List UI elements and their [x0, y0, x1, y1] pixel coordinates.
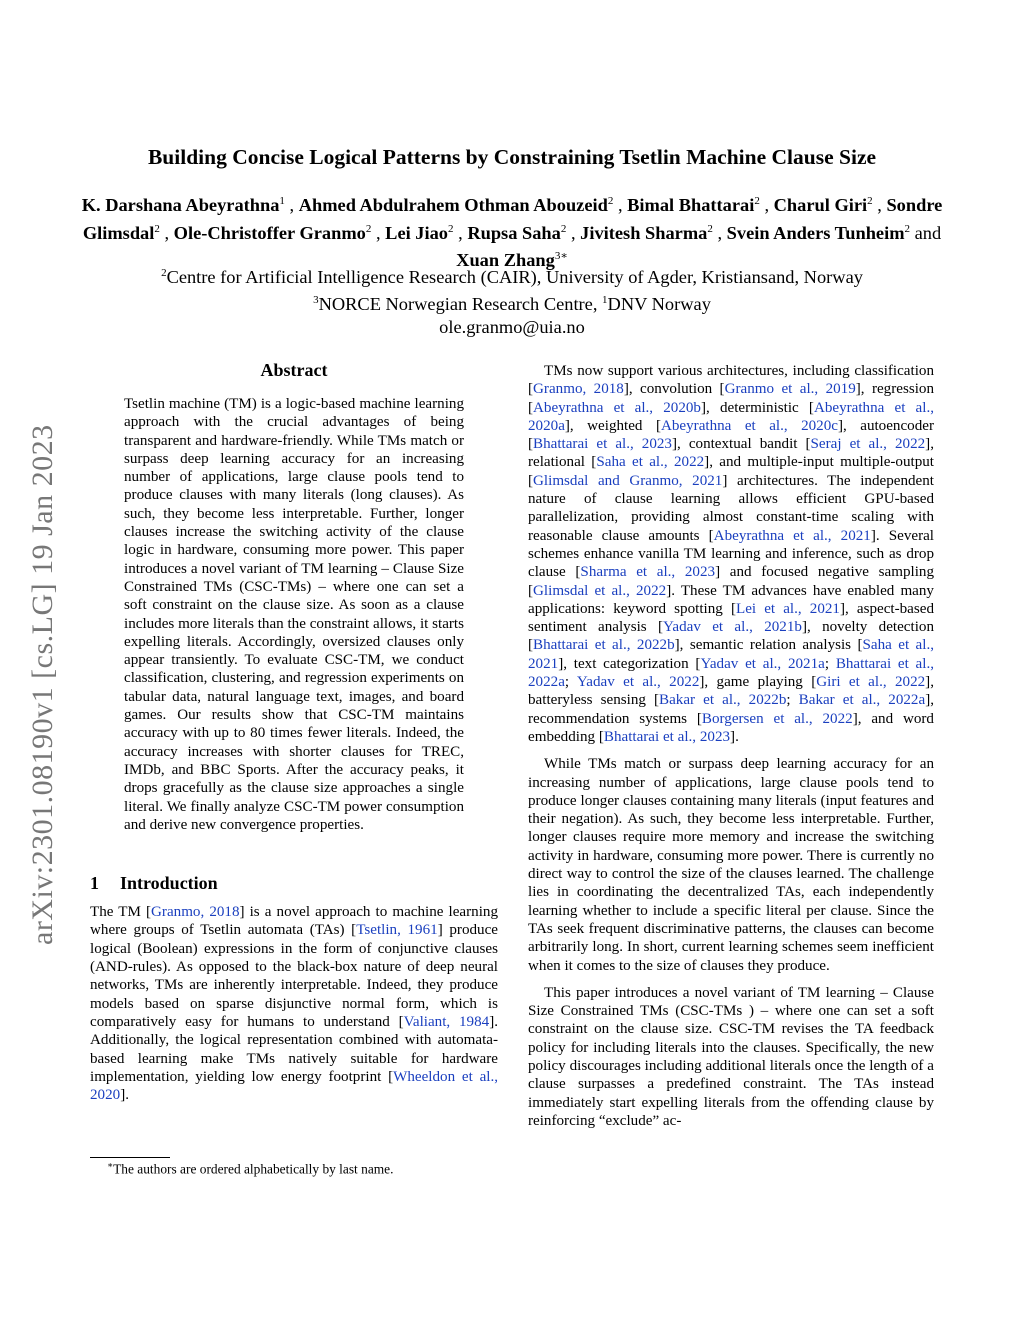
citation-link[interactable]: Yadav et al., 2021b	[663, 619, 802, 636]
author-conjunction: and	[910, 222, 942, 243]
citation-link[interactable]: Bhattarai et al., 2022b	[533, 637, 675, 654]
citation-link[interactable]: Giri et al., 2022	[816, 674, 926, 691]
citation-link[interactable]: Borgersen et al., 2022	[701, 710, 853, 727]
abstract-body: Tsetlin machine (TM) is a logic-based machine learning approach with the crucial advantages of being transparent and hardware-friendly. While TMs match or surpass deep learning accuracy for an increasing number of applications, large clause pools tend to produce clauses with many literals (long clauses). As such, they become less interpretable. Further, longer clauses increase the switching activity of the clause logic in hardware, consuming more power. This paper introduces a novel variant of TM learning – Clause Size Constrained TMs (CSC-TMs) – where one can set a soft constraint on the clause size. As soon as a clause includes more literals than the constraint allows, it starts expelling literals. Accordingly, oversized clauses only appear transiently. To evaluate CSC-TM, we conduct classification, clustering, and regression experiments on tabular data, natural language text, images, and board games. Our results show that CSC-TM maintains accuracy with up to 80 times fewer literals. Indeed, the accuracy increases with shorter clauses for TREC, IMDb, and BBC Sports. After the accuracy peaks, it drops gracefully as the clause size approaches a single literal. We finally analyze CSC-TM power consumption and derive new convergence properties.	[124, 396, 464, 833]
citation-link[interactable]: Abeyrathna et al., 2020c	[660, 417, 838, 434]
citation-link[interactable]: Seraj et al., 2022	[810, 436, 926, 453]
citation-link[interactable]: Glimsdal and Granmo, 2021	[533, 472, 723, 489]
citation-link[interactable]: Valiant, 1984	[403, 1013, 490, 1030]
affiliation-line-2: $^3$NORCE Norwegian Research Centre, $^1$DNV Norway	[313, 294, 711, 315]
author-name: Rupsa Saha$^2$	[467, 222, 567, 243]
author-name: Charul Giri$^2$	[773, 195, 873, 216]
citation-link[interactable]: Saha et al., 2021	[528, 637, 934, 672]
affiliation-line-1: $^2$Centre for Artificial Intelligence Research (CAIR), University of Agder, Kristiansand, Norway	[161, 267, 863, 288]
author-name: Jivitesh Sharma$^2$	[580, 222, 713, 243]
author-name: Svein Anders Tunheim$^2$	[726, 222, 911, 243]
author-name: Bimal Bhattarai$^2$	[627, 195, 760, 216]
intro-paragraph-3: While TMs match or surpass deep learning accuracy for an increasing number of applications, large clause pools tend to produce longer clauses containing many literals (input features and their negation). As such, they become less interpretable. Further, longer clauses require more memory and increase the switching activity in hardware, consuming more power. There is currently no direct way to control the size of the clauses learned. The challenge lies in coordinating the decentralized TAs, each independently learning whether to include a specific literal per clause. Since the TAs seek frequent discriminative patterns, the clauses can become arbitrarily long. In short, current learning schemes seem inefficient when it comes to the size of clauses they produce.	[528, 756, 934, 974]
citation-link[interactable]: Lei et al., 2021	[735, 600, 840, 617]
citation-link[interactable]: Bakar et al., 2022b	[659, 692, 787, 709]
citation-link[interactable]: Tsetlin, 1961	[356, 922, 438, 939]
section-title: Introduction	[120, 873, 218, 894]
citation-link[interactable]: Yadav et al., 2022	[576, 674, 700, 691]
intro-paragraph-4: This paper introduces a novel variant of TM learning – Clause Size Constrained TMs (CSC-TMs ) – where one can set a soft constraint on the clause size. CSC-TM revises the TA feedback policy for including literals into the clauses. Specifically, the new policy discourages including additional literals once the length of a clause surpasses a predefined constraint. The TAs instead immediately start expelling literals from the offending clause by reinforcing “exclude” ac-	[528, 984, 934, 1129]
citation-link[interactable]: Abeyrathna et al., 2021	[713, 527, 871, 544]
arxiv-identifier: arXiv:2301.08190v1 [cs.LG] 19 Jan 2023	[26, 424, 59, 945]
author-name: Sondre Glimsdal$^2$	[82, 195, 943, 243]
section-number: 1	[90, 873, 99, 894]
citation-link[interactable]: Bhattarai et al., 2022a	[528, 655, 935, 691]
citation-link[interactable]: Granmo et al., 2019	[724, 381, 856, 398]
author-name: Ahmed Abdulrahem Othman Abouzeid$^2$	[298, 195, 614, 216]
author-name: Xuan Zhang$^{3∗}$	[456, 250, 568, 271]
author-name: Ole-Christoffer Granmo$^2$	[173, 222, 372, 243]
footnote-divider	[90, 1157, 170, 1158]
intro-paragraph-2: TMs now support various architectures, including classification [Granmo, 2018], convolution [Granmo et al., 2019], regression [Abeyrathna et al., 2020b], deterministic [Abeyrathna et al., 2020a], weighted [Abeyrathna et al., 2020c], autoencoder [Bhattarai et al., 2023], contextual bandit [Seraj et al., 2022], relational [Saha et al., 2022], and multiple-input multiple-output [Glimsdal and Granmo, 2021] architectures. The independent nature of clause learning allows efficient GPU-based parallelization, providing almost constant-time scaling with reasonable clause amounts [Abeyrathna et al., 2021]. Several schemes enhance vanilla TM learning and inference, such as drop clause [Sharma et al., 2023] and focused negative sampling [Glimsdal et al., 2022]. These TM advances have enabled many applications: keyword spotting [Lei et al., 2021], aspect-based sentiment analysis [Yadav et al., 2021b], novelty detection [Bhattarai et al., 2022b], semantic relation analysis [Saha et al., 2021], text categorization [Yadav et al., 2021a; Bhattarai et al., 2022a; Yadav et al., 2022], game playing [Giri et al., 2022], batteryless sensing [Bakar et al., 2022b; Bakar et al., 2022a], recommendation systems [Borgersen et al., 2022], and word embedding [Bhattarai et al., 2023].	[528, 363, 935, 745]
contact-email: ole.granmo@uia.no	[439, 317, 585, 338]
intro-paragraph-1: The TM [Granmo, 2018] is a novel approach to machine learning where groups of Tsetlin automata (TAs) [Tsetlin, 1961] produce logical (Boolean) expressions in the form of conjunctive clauses (AND-rules). As opposed to the black-box nature of deep neural networks, TMs are inherently interpretable. Indeed, they produce models based on sparse disjunctive normal form, which is comparatively easy for humans to understand [Valiant, 1984]. Additionally, the logical representation combined with automata-based learning make TMs natively suitable for hardware implementation, yielding low energy footprint [Wheeldon et al., 2020].	[90, 904, 499, 1104]
citation-link[interactable]: Granmo, 2018	[533, 381, 624, 398]
citation-link[interactable]: Bhattarai et al., 2023	[533, 436, 672, 453]
right-column	[528, 362, 934, 1139]
citation-link[interactable]: Yadav et al., 2021a	[700, 655, 825, 672]
abstract-heading: Abstract	[260, 360, 328, 380]
author-list: K. Darshana Abeyrathna$^1$ , Ahmed Abdulrahem Othman Abouzeid$^2$ , Bimal Bhattarai$^2$ , Charul Giri$^2$ , Sondre Glimsdal$^2$ , Ole-Christoffer Granmo$^2$ , Lei Jiao$^2$ , Rupsa Saha$^2$ , Jivitesh Sharma$^2$ , Svein Anders Tunheim$^2$ and Xuan Zhang$^{3∗}$	[81, 195, 943, 271]
author-name: Lei Jiao$^2$	[385, 222, 454, 243]
citation-link[interactable]: Bhattarai et al., 2023	[603, 728, 731, 745]
citation-link[interactable]: Abeyrathna et al., 2020a	[528, 399, 934, 434]
citation-link[interactable]: Granmo, 2018	[151, 904, 240, 921]
citation-link[interactable]: Sharma et al., 2023	[580, 564, 716, 581]
affiliations	[80, 262, 944, 339]
author-name: K. Darshana Abeyrathna$^1$	[81, 195, 285, 216]
section-heading-introduction	[90, 873, 498, 894]
citation-link[interactable]: Abeyrathna et al., 2020b	[533, 399, 701, 416]
citation-link[interactable]: Glimsdal et al., 2022	[533, 582, 667, 599]
footnote: ∗The authors are ordered alphabetically by last name.	[107, 1160, 394, 1177]
paper-title: Building Concise Logical Patterns by Constraining Tsetlin Machine Clause Size	[147, 145, 877, 169]
left-column	[90, 360, 498, 1104]
citation-link[interactable]: Saha et al., 2022	[596, 454, 705, 471]
citation-link[interactable]: Wheeldon et al., 2020	[90, 1068, 499, 1104]
citation-link[interactable]: Bakar et al., 2022a	[798, 692, 926, 709]
